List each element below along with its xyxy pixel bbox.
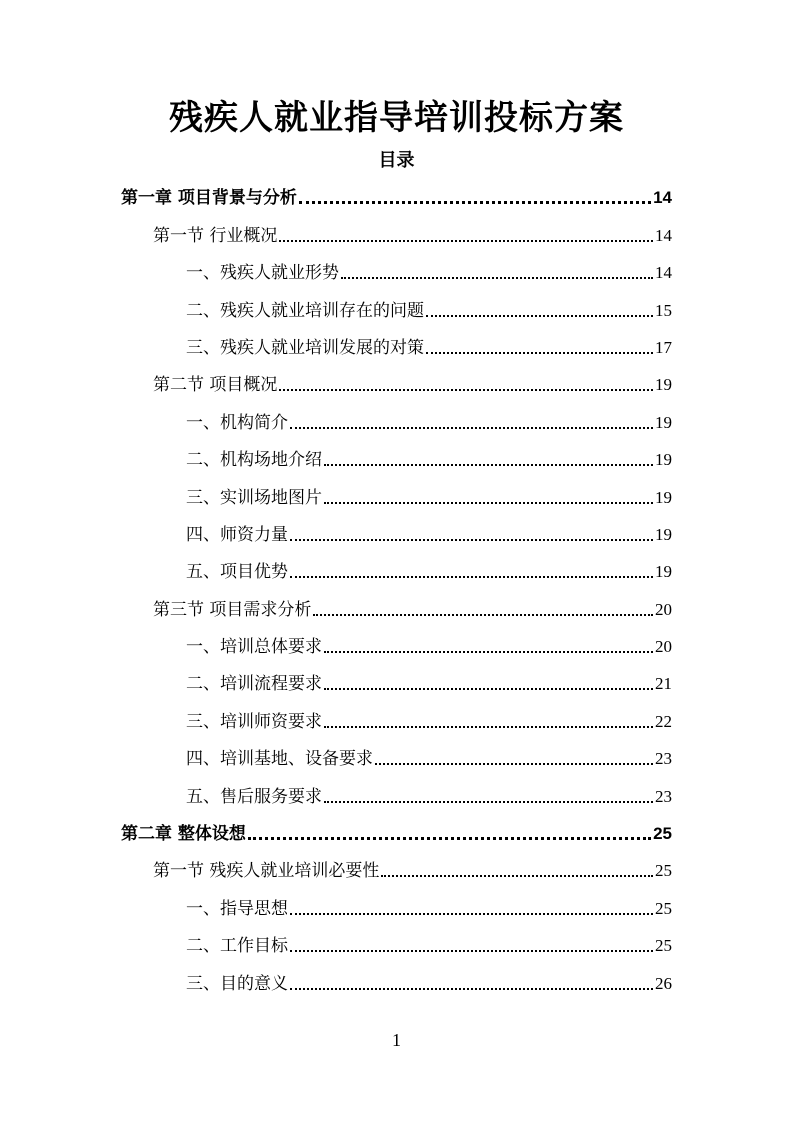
- toc-entry-page: 19: [655, 412, 672, 432]
- toc-dot-leader: [381, 874, 653, 877]
- toc-entry-label: 一、指导思想: [186, 898, 288, 919]
- toc-entry-label: 三、培训师资要求: [186, 711, 322, 732]
- toc-dot-leader: [341, 276, 653, 279]
- toc-subsection-entry[interactable]: [186, 437, 672, 474]
- toc-dot-leader: [290, 987, 653, 990]
- toc-entry-page: 23: [655, 786, 672, 806]
- toc-dot-leader: [290, 538, 653, 541]
- toc-entry-page: 25: [655, 936, 672, 956]
- toc-dot-leader: [290, 912, 653, 915]
- toc-subsection-entry[interactable]: [186, 661, 672, 698]
- toc-entry-page: 25: [655, 861, 672, 881]
- toc-chapter-entry[interactable]: [121, 175, 672, 212]
- document-title: 残疾人就业指导培训投标方案: [169, 98, 624, 138]
- toc-entry-label: 五、项目优势: [186, 562, 288, 583]
- toc-subsection-entry[interactable]: [186, 773, 672, 810]
- toc-subsection-entry[interactable]: [186, 325, 672, 362]
- toc-subsection-entry[interactable]: [186, 287, 672, 324]
- toc-entry-label: 第一章 项目背景与分析: [121, 188, 297, 209]
- toc-dot-leader: [290, 949, 653, 952]
- toc-entry-label: 二、机构场地介绍: [186, 450, 322, 471]
- toc-dot-leader: [313, 613, 653, 616]
- toc-dot-leader: [248, 836, 651, 840]
- toc-entry-page: 20: [655, 599, 672, 619]
- toc-entry-label: 三、实训场地图片: [186, 487, 322, 508]
- toc-section-entry[interactable]: [153, 362, 672, 399]
- toc-entry-label: 三、残疾人就业培训发展的对策: [186, 337, 424, 358]
- toc-entry-page: 25: [655, 898, 672, 918]
- toc-subsection-entry[interactable]: [186, 250, 672, 287]
- toc-entry-page: 19: [655, 562, 672, 582]
- toc-subsection-entry[interactable]: [186, 512, 672, 549]
- toc-entry-page: 20: [655, 637, 672, 657]
- toc-dot-leader: [426, 314, 653, 317]
- toc-entry-page: 19: [655, 487, 672, 507]
- toc-dot-leader: [290, 575, 653, 578]
- toc-entry-label: 第二章 整体设想: [121, 824, 246, 845]
- toc-heading: 目录: [378, 150, 415, 171]
- toc-dot-leader: [299, 200, 651, 204]
- toc-entry-page: 26: [655, 973, 672, 993]
- toc-entry-label: 第一节 残疾人就业培训必要性: [153, 861, 380, 882]
- toc-subsection-entry[interactable]: [186, 624, 672, 661]
- toc-entry-label: 第三节 项目需求分析: [153, 599, 312, 620]
- toc-entry-page: 21: [655, 674, 672, 694]
- toc-dot-leader: [279, 239, 653, 242]
- toc-entry-page: 15: [655, 300, 672, 320]
- toc-chapter-entry[interactable]: [121, 811, 672, 848]
- toc-subsection-entry[interactable]: [186, 960, 672, 997]
- toc-entry-label: 一、机构简介: [186, 412, 288, 433]
- toc-entry-page: 22: [655, 711, 672, 731]
- toc-subsection-entry[interactable]: [186, 698, 672, 735]
- toc-entry-page: 23: [655, 749, 672, 769]
- toc-entry-label: 二、残疾人就业培训存在的问题: [186, 300, 424, 321]
- toc-entry-label: 三、目的意义: [186, 973, 288, 994]
- toc-entry-page: 25: [653, 824, 672, 844]
- toc-dot-leader: [324, 725, 653, 728]
- toc-entry-page: 14: [655, 263, 672, 283]
- toc-dot-leader: [290, 426, 653, 429]
- toc-entry-label: 四、师资力量: [186, 524, 288, 545]
- toc-dot-leader: [375, 762, 653, 765]
- toc-entry-label: 四、培训基地、设备要求: [186, 749, 373, 770]
- toc-subsection-entry[interactable]: [186, 474, 672, 511]
- toc-entry-page: 19: [655, 450, 672, 470]
- table-of-contents: [0, 175, 793, 998]
- toc-entry-page: 14: [653, 188, 672, 208]
- toc-entry-label: 五、售后服务要求: [186, 786, 322, 807]
- toc-dot-leader: [279, 388, 653, 391]
- toc-entry-page: 19: [655, 524, 672, 544]
- toc-subsection-entry[interactable]: [186, 399, 672, 436]
- toc-subsection-entry[interactable]: [186, 923, 672, 960]
- toc-dot-leader: [426, 351, 653, 354]
- toc-subsection-entry[interactable]: [186, 885, 672, 922]
- toc-section-entry[interactable]: [153, 586, 672, 623]
- toc-dot-leader: [324, 650, 653, 653]
- toc-entry-label: 二、工作目标: [186, 936, 288, 957]
- page-number: 1: [392, 1030, 401, 1050]
- toc-dot-leader: [324, 800, 653, 803]
- toc-entry-label: 二、培训流程要求: [186, 674, 322, 695]
- toc-dot-leader: [324, 501, 653, 504]
- toc-entry-label: 一、培训总体要求: [186, 637, 322, 658]
- toc-subsection-entry[interactable]: [186, 736, 672, 773]
- toc-entry-label: 一、残疾人就业形势: [186, 263, 339, 284]
- toc-entry-label: 第一节 行业概况: [153, 225, 278, 246]
- toc-section-entry[interactable]: [153, 848, 672, 885]
- toc-entry-page: 19: [655, 375, 672, 395]
- toc-entry-page: 14: [655, 225, 672, 245]
- toc-dot-leader: [324, 687, 653, 690]
- toc-dot-leader: [324, 463, 653, 466]
- toc-entry-label: 第二节 项目概况: [153, 375, 278, 396]
- toc-subsection-entry[interactable]: [186, 549, 672, 586]
- toc-entry-page: 17: [655, 337, 672, 357]
- toc-section-entry[interactable]: [153, 212, 672, 249]
